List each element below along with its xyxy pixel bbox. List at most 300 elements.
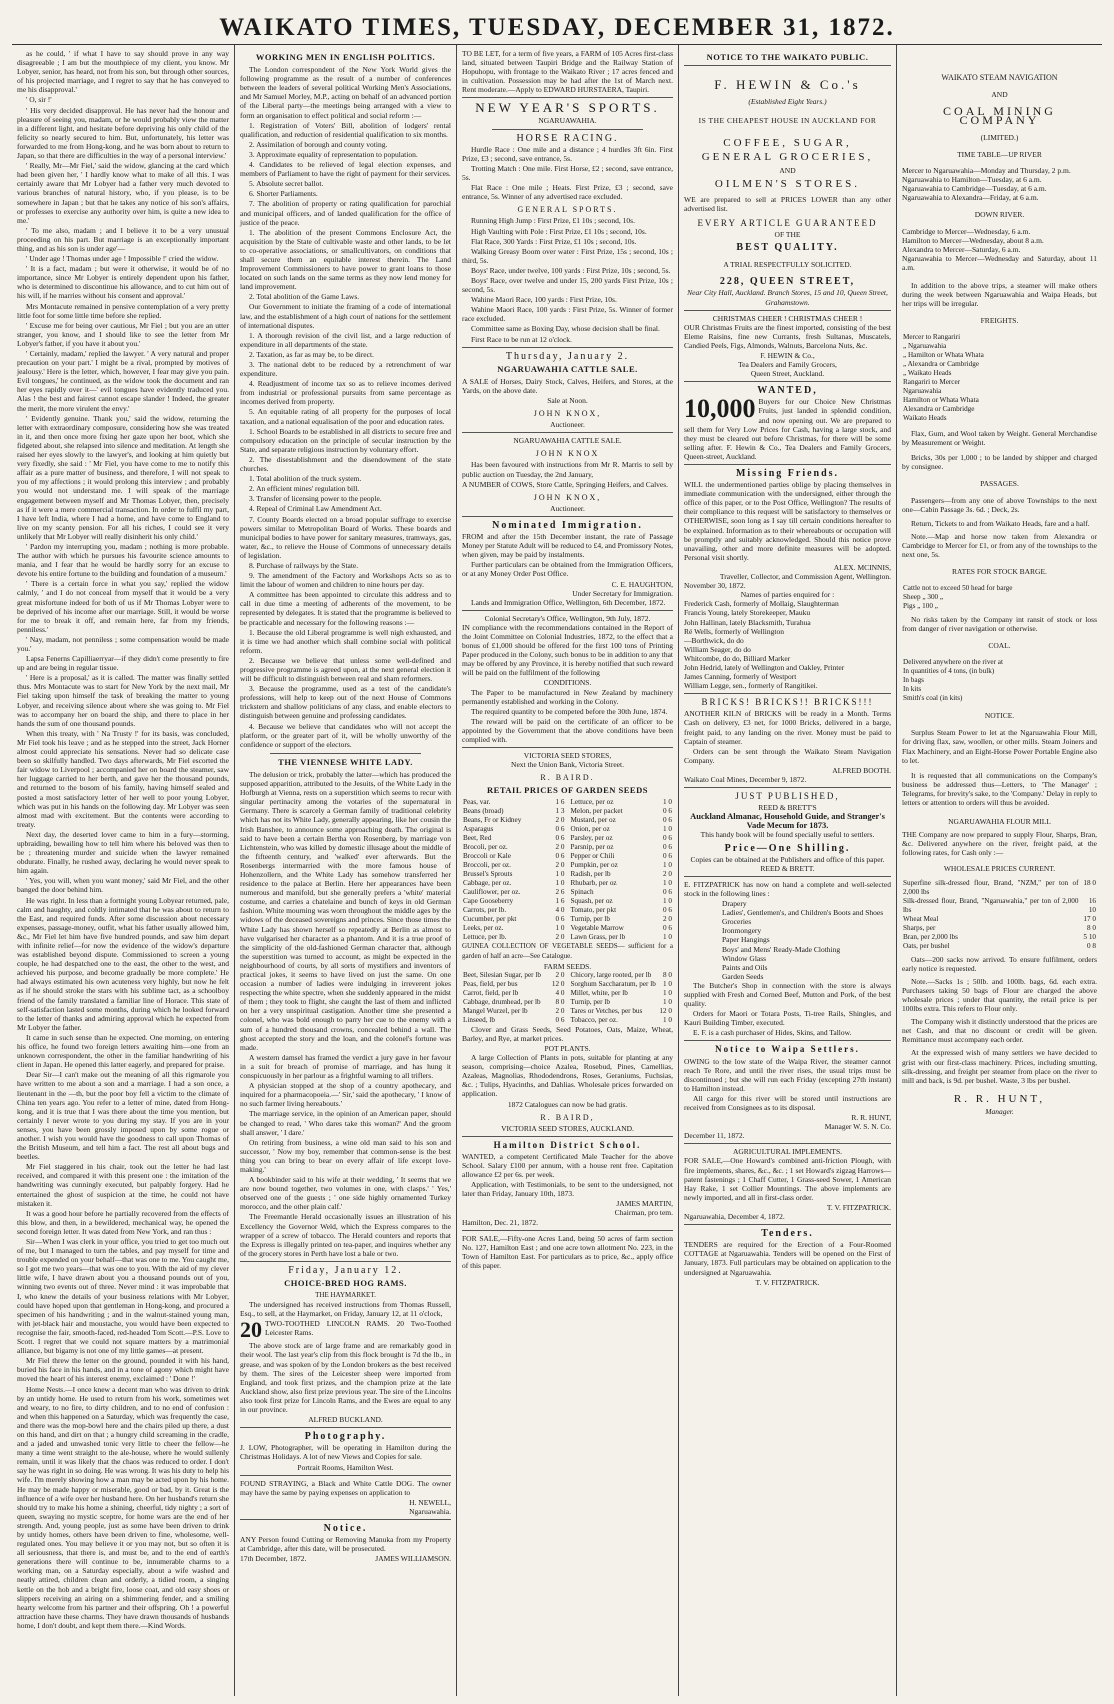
story-paragraph: Lapsa Fenerns Capilliaerryar—if they didn't come presently to fire up and are being in regular tissue.: [17, 654, 229, 673]
ngaru-date: Ngaruawahia, December 4, 1872.: [684, 1212, 785, 1222]
viennese-paragraph: The delusion or trick, probably the latter—which has produced the supposed apparition, attributed to the Jesuits, of the White Lady in the Hofburgh at Vienna, rests on a superstition which seems to recur with singular pertinacity among the votaries of the supernatural in Germany. There is scarcely a German family of traditional celebrity which has not its White Lady, generally appearing, like her cousin the Irish Banshee, to announce some approaching death. The original is said to have been a certain Bertha von Rosenberg, by marriage von Lichtenstein, who was killed by domestic illusage about the middle of the fifteenth century, and 'walked' ever afterwards. But the Rosenbergs intermarried with the more famous house of Hohenzollern, and the White Lady has somehow transferred her residence to the palace at Berlin. Here her appearances have been numerous and manifold, but she generally prefers a 'white' material costume, and carries a chatelaine and bunch of keys in old German fashion. White mourning was worn throughout the middle ages by the widows of the deceased sovereigns and princes. Since those times the White Lady has shown herself so repeatedly at Berlin as almost to have vulgarised her character as a phantom. And it is a true proof of the simplicity of the old-fashioned German character that, although the superstition was turned to account, as might be expected in the neighbourhood of courts, by all sorts of mystifiers and inventors of practical jokes, it seems to have lived on just the same. On one occasion a number of ladies were indulging in irreverent jokes respecting the white spectre, when she suddenly appeared in the midst of them ; they took to flight, she caught the last of them and inflicted on her a very unspiritual castigation. Another time she presented a colonel, who was bold enough to parry her cue to the enemy with a sum of a hundred thousand crowns, concealed behind a wall. The ghost accepted the story and the loan, and the colonel's fortune was made.: [240, 769, 451, 1052]
story-paragraph: ' Pardon my interrupting you, madam ; nothing is more probable. The author with which he pursues his favourite science amounts to mania, and I fear that he would be hardly sorry for an excuse to devote his entire fortune to the building and foundation of a museum.': [17, 541, 229, 579]
seed-row-cell: Melon, per packet: [570, 807, 623, 816]
pot-plants-body: A large Collection of Plants in pots, suitable for planting at any season, comprising—choice Azalea, Rosebud, Pines, Camellias, Azaleas, Magnolias, Rhododendrons, Roses, Geraniums, Fuchsias, &c. ; Tulips, Hyacinths, and Dahlias. Wholesale prices forwarded on application.: [462, 1053, 673, 1099]
programme-item: 2. Total abolition of the Game Laws.: [249, 292, 360, 302]
notice-body: ANY Person found Cutting or Removing Manuka from my Property at Cambridge, after this date, will be prosecuted.: [240, 1535, 451, 1554]
condition-1: The Paper to be manufactured in New Zealand by machinery permanently established and working in the Colony.: [462, 687, 673, 706]
divider: [270, 753, 421, 754]
divider: [240, 1261, 451, 1262]
programme-item: 5. An equitable rating of all property for the purposes of local taxation, and a national equalisation of the poor and education rates.: [240, 407, 451, 426]
coal-row: [902, 658, 1097, 667]
programme-item: 3. Because the programme, used as a test of the candidate's professions, will help to keep out of the next House of Commons trickstern and shallow politicians of any class, and enable electors to distinguish between genuine and professing candidates.: [240, 684, 451, 721]
column-4-ads: [678, 45, 896, 1696]
tvf-sig: T. V. FITZPATRICK.: [826, 1202, 891, 1212]
seed-row-cell: Beet, Red: [463, 834, 492, 843]
coal-row-cell: Smith's coal (in kits): [903, 694, 963, 703]
wholesale-heading: WHOLESALE PRICES CURRENT.: [943, 863, 1056, 873]
farm-seed-row-cell: Tares or Vetches, per bus: [570, 1006, 643, 1015]
story-paragraph: Sir—When I was clerk in your office, you tried to get too much out of me, but I managed to turn the tables, and pay myself for time and trouble expended on your behalf—that was one to me. You caught me, so I got me two years—that was one to you. With the aid of my clever little wife, I have drawn about you a thousand pounds out of you, winning two events out of three. Never mind : it was improbable that I, who knew the details of your business relations with Mr Lobyer, could have hoped upon that gentleman in Hong-kong, and procured a specimen of his handwriting ; and in the walnut-stained young man, with jet-black hair and moustache, you would have been expected to recognise the fair, smooth-faced, red-headed Tom Scott.—P.S. Love to Scott. I regret that we could not square matters by a matrimonial alliance, but bigamy is not one of my little games—at present.: [17, 1237, 229, 1356]
missing-name: John Hedrid, lately of Wellington and Oakley, Printer: [684, 662, 845, 672]
baird-sig-2: R. BAIRD,: [540, 1112, 595, 1122]
programme-item: 3. Transfer of licensing power to the people.: [249, 494, 382, 504]
rates-heading: RATES FOR STOCK BARGE.: [952, 566, 1047, 576]
missing-friends-heading: Missing Friends.: [735, 468, 840, 479]
coal-row-cell: [1093, 676, 1097, 685]
race-item: Flat Race : One mile ; Heats. First Prize, £3 ; second, save entrance, 5s. Winner of any advertised race excluded.: [462, 183, 673, 202]
haymarket: THE HAYMARKET.: [315, 1291, 376, 1300]
sale-at-noon: Sale at Noon.: [547, 396, 588, 405]
seed-row-cell: Cabbage, per oz.: [463, 879, 512, 888]
seed-row: [570, 906, 674, 915]
coal-heading: COAL.: [988, 641, 1011, 651]
colonial-body: IN compliance with the recommendations contained in the Report of the Joint Committee on Colonial Industries, 1872, to the effect that a bonus of £1,000 should be offered for the first 100 tons of Printing Paper produced in the Colony, such bonus to be in addition to any that may be offered by any Province, it is hereby notified that such reward will be paid on the fulfilment of the following: [462, 622, 673, 678]
notice-heading: Notice.: [323, 1522, 368, 1534]
found-dog: FOUND STRAYING, a Black and White Cattle DOG. The owner may have the same by paying expenses on application to: [240, 1478, 451, 1497]
seed-row-cell: 0 6: [555, 834, 565, 843]
notice-footer: [240, 1554, 451, 1563]
seed-row: [570, 897, 674, 906]
lands-office: Lands and Immigration Office, Wellington, 6th December, 1872.: [471, 597, 666, 607]
tea-dealers: Tea Dealers and Family Grocers,: [738, 360, 837, 370]
story-paragraph: ' Under age ! Thomas under age ! Impossible !' cried the widow.: [26, 254, 219, 264]
knox-sig-3: JOHN KNOX,: [533, 492, 602, 502]
general-sports-heading: GENERAL SPORTS.: [517, 205, 618, 215]
race-item: Hurdle Race : One mile and a distance ; 4 hurdles 3ft 6in. First Prize, £3 ; second, save entrance, 5s.: [462, 144, 673, 163]
clover-text: Clover and Grass Seeds, Seed Potatoes, Oats, Maize, Wheat, Barley, and Rye, at market prices.: [462, 1024, 673, 1043]
divider: [684, 65, 891, 66]
farm-seed-row: [462, 980, 566, 989]
school-apply: Application, with Testimonials, to be sent to the undersigned, not later than Friday, January 10th, 1873.: [462, 1180, 673, 1199]
programme-item: 4. Candidates to be relieved of legal election expenses, and members of Parliament to have the right of payment for their services.: [240, 160, 451, 179]
freight-row: [902, 405, 1097, 414]
seed-row: [462, 843, 566, 852]
fitz-line: Drapery: [722, 899, 747, 909]
seed-row: [570, 798, 674, 807]
freight-row: [902, 414, 1097, 423]
committee-text: Committee same as Boxing Day, whose decision shall be final.: [471, 324, 660, 334]
flax-text: Flax, Gum, and Wool taken by Weight. General Merchandise by Measurement or Weight.: [902, 428, 1097, 447]
notice-heading-5: NOTICE.: [984, 711, 1015, 721]
seed-row: [462, 870, 566, 879]
seed-row: [462, 915, 566, 924]
seed-row-cell: 0 6: [663, 906, 672, 915]
freight-row: [902, 333, 1097, 342]
newell-place: Ngaruawahia.: [409, 1506, 451, 1516]
seed-row-cell: Vegetable Marrow: [570, 924, 624, 933]
price-row: [902, 933, 1097, 942]
sports-item: Wahine Maori Race, 100 yards : First Prize, 5s. Winner of former race excluded.: [462, 305, 673, 324]
farm-seed-row: [570, 1007, 674, 1016]
seed-row-cell: 0 6: [663, 888, 672, 897]
programme-item: 1. Registration of Voters' Bill, abolition of lodgers' rental qualification, and reduction of residential qualification to six months.: [240, 120, 451, 139]
story-paragraph: as he could, ' if what I have to say should prove in any way disagreeable ; I am but the mouthpiece of my client, you know. Mr Lobyer, senior, has heard, not from his son, but through other sources, of his projected marriage, and I regret to say that he has conveyed to me his disapproval.': [17, 49, 229, 95]
story-paragraph: ' There is a certain force in what you say,' replied the widow calmly, ' and I do not conceal from myself that it would be a very great misfortune indeed for both of us if Mr Thomas Lobyer were to be deprived of his income after our marriage. Still, it would be worse for me to break it off, and remain here, far from my friends, penniless.': [17, 579, 229, 634]
hunt-sig-5: R. R. HUNT,: [953, 1092, 1046, 1105]
seed-prices-right: [570, 798, 674, 942]
freight-row: [902, 378, 1097, 387]
seed-row: [462, 825, 566, 834]
seed-row-cell: 1 0: [555, 879, 565, 888]
seed-row-cell: Mustard, per oz: [570, 816, 616, 825]
rate-row: [902, 593, 1097, 602]
martin-title: Chairman, pro tem.: [614, 1208, 673, 1218]
buckland-sig: ALFRED BUCKLAND.: [308, 1415, 383, 1425]
story-paragraph: He was right. In less than a fortnight young Lobyear returned, pale, calm and haughty, and coldly intimated that he was about to return to the East, and required funds. After some discussion about necessary expenses, passage-money, outfit, what his father usually allowed him, &c., Mr Fiel let him have five hundred pounds, and saw him depart with infinite relief—for now the evidence of the widow's departure was established beyond dispute. Commissioned to screen a young couple, he had despatched one to the east, the other to the west, and achieved his purpose, and become gradually be more complete.' He had always estimated his own acuteness very highly, but now he felt as if he should stroke the stars with his sublime tact, as a schoolboy friend of the family translated a familiar line of Horace. This state of self-satisfaction lasted some months, during which he looked forward to the letter of thanks and admiring approval which he expected from Mr Lobyer the father.: [17, 895, 229, 1032]
programme-item: 2. Because we believe that unless some well-defined and progressive programme is agreed upon, at the next general election it will be difficult to distinguish between real and sham reformers.: [240, 655, 451, 684]
fitz-line: Paints and Oils: [722, 962, 768, 972]
hewin-name: F. HEWIN & Co.'s: [714, 77, 861, 93]
viennese-paragraph: On retiring from business, a wine old man said to his son and successor, ' Now my boy, remember that common-sense is the best thing you can bring to bear on every affair of life except love-making.': [240, 1137, 451, 1174]
rate-row-cell: [1094, 593, 1097, 602]
farm-seeds-right: [570, 971, 674, 1025]
seed-prices-left: [462, 798, 566, 942]
seed-row-cell: Cape Gooseberry: [463, 897, 514, 906]
working-men-intro: The London correspondent of the New York World gives the following programme as the result of a number of conferences between the leaders of several political Working Men's Associations, and Mr Samuel Morley, M.P., acting on behalf of an advanced portion of the Liberal party—the meetings being arranged with a view to form an organisation to effect political and social reform :—: [240, 65, 451, 120]
freight-row-cell: Alexandra or Cambridge: [903, 404, 975, 413]
queen-street: 228, QUEEN STREET,: [719, 276, 856, 288]
auctioneer-1: Auctioneer.: [550, 420, 585, 430]
price-row-cell: 17 0: [1083, 914, 1096, 923]
seed-row-cell: 2 0: [663, 870, 672, 879]
divider: [684, 464, 891, 465]
baird-stores: VICTORIA SEED STORES, AUCKLAND.: [501, 1123, 634, 1133]
school-body: WANTED, a competent Certificated Male Teacher for the above School. Salary £100 per annum, with a house rent free. Capitation allowance £2 per 6s. per week.: [462, 1151, 673, 1180]
school-heading: Hamilton District School.: [493, 1139, 642, 1150]
catalogues-text: 1872 Catalogues can now be had gratis.: [507, 1099, 628, 1109]
rate-row-cell: Sheep „ 300 „: [903, 593, 944, 601]
best-quality: BEST QUALITY.: [736, 242, 839, 254]
waipa-body: OWING to the low state of the Waipa River, the steamer cannot reach Te Rore, and until the river rises, the usual trips must be discontinued ; but she will run each Friday (excepting 27th instant) to Hamilton instead.: [684, 1056, 891, 1093]
story-paragraph: Mrs Montacute remained in pensive contemplation of a very pretty little foot for some little time before she replied.: [17, 301, 229, 320]
price-row-cell: Bran, per 2,000 lbs: [903, 932, 958, 941]
christmas-cheer: CHRISTMAS CHEER ! CHRISTMAS CHEER !: [712, 313, 863, 323]
divider: [492, 129, 643, 130]
coffee-sugar: COFFEE, SUGAR,: [723, 137, 852, 150]
cheapest-house: IS THE CHEAPEST HOUSE IN AUCKLAND FOR: [698, 116, 877, 126]
column-5-ads: [896, 45, 1102, 1696]
first-race-text: First Race to be run at 12 o'clock.: [471, 334, 572, 344]
story-paragraph: ' Certainly, madam,' replied the lawyer. ' A very natural and proper precaution on your part.' I might be a rival, prompted by motives of jealousy.' Here is the letter, which, however, I fear may give you pain. Evil tongues,' he continued, as the widow took the document and ran her eyes rapidly over it—' evil tongues have evidently traduced you. Alas ! the best and fairest cannot escape slander ! Indeed, the greater the merit, the more virulent the envy.': [17, 349, 229, 413]
gristing-text: The Company wish it distinctly understood that the prices are net Cash, and that no discount or credit will be given. Remittance must accompany each order.: [902, 1017, 1097, 1045]
masthead: WAIKATO TIMES, TUESDAY, DECEMBER 31, 1872.: [219, 14, 895, 41]
seed-row-cell: 1 6: [555, 798, 565, 807]
freight-row: [902, 360, 1097, 369]
seed-row-cell: 0 6: [663, 924, 672, 933]
programme-item: 8. Purchase of railways by the State.: [249, 560, 359, 570]
farm-seed-row-cell: Carrot, field, per lb: [463, 988, 519, 997]
farm-seed-row-cell: 8 0: [555, 997, 565, 1006]
seed-row-cell: Parsley, per oz: [570, 834, 613, 843]
farm-seed-row-cell: 2 0: [555, 970, 565, 979]
auctioneer-3: Auctioneer.: [550, 503, 585, 513]
general-groceries: GENERAL GROCERIES,: [701, 151, 874, 164]
requested-text: It is requested that all communications on the Company's business be addressed thus—Letters, to 'The Manager' ; Telegrams, for brevity's sake, to the 'Company.' Delay in reply to letters or attention to orders will thus be avoided.: [902, 770, 1097, 808]
orders-posts: Orders for Maori or Totara Posts, Ti-tree Rails, Shingles, and Kauri Building Timber, executed.: [684, 1009, 891, 1028]
freight-row-cell: „ Waikato Heads: [903, 368, 952, 377]
seed-row-cell: 0 6: [663, 834, 672, 843]
no-risk-text: No risks taken by the Company int ransit of stock or loss from danger of river navigation or otherwise.: [902, 615, 1097, 634]
seed-row-cell: Asparagus: [463, 825, 494, 834]
agricultural-heading: AGRICULTURAL IMPLEMENTS.: [732, 1147, 843, 1157]
thursday-date: Thursday, January 2.: [505, 350, 630, 362]
divider: [462, 516, 673, 517]
seed-row-cell: 1 6: [555, 897, 565, 906]
programme-item: 7. County Boards elected on a broad popular suffrage to exercise powers similar to Metropolitan Board of Works. These boards and municipal bodies to have power for sanitary measures, tramways, gas, water, &c., to relieve the House of Commons of unnecessary details of legislation.: [240, 514, 451, 560]
wanted-heading: WANTED,: [757, 385, 818, 397]
fitz-line: Paper Hangings: [722, 935, 770, 945]
coal-mining-company: COAL MINING COMPANY: [943, 104, 1056, 128]
seed-row: [570, 870, 674, 879]
seed-row-cell: 4 0: [555, 906, 565, 915]
farm-seed-row-cell: Tobacco, per oz.: [570, 1015, 618, 1024]
story-paragraph: Home Nests.—I once knew a decent man who was driven to drink by an untidy home. He used to return from his work, sometimes wet and weary, to no fire, to dirty children, and to no end of confusion : and when this happened on a Saturday, which was frequently the case, and there was the mop-bowl here and the chairs piled up there, a dust on this hand, and dirt on that ; a hungry child screaming in the cradle, and a jaded and unwashed tonic very little to cheer the fellow—he many a time went straight to the ale-house, where he would sullenly remain, until it was likely that the chaos was reduced to order. I don't say he was right in so doing. He was wrong. It was his duty to help his wife. I'm merely showing how a man may be acted upon by his home. He may be made happy or miserable, good or bad, by it. Great is the influence of a wife over her husband here. On her husband's return she should try to make his home a shining, cheerful, tidy nighty ; a sort of queen, swaying no mystic sceptre, for home wars are the end of her strength. And, young people, just as some have been driven to drink by untidy homes, others have been driven to fine, wholesome, well-regulated ones. You may believe it or you may not, but so often it is all seriousness, that there is, and must be, and to the end of earth's generations there will continue to be, innumerable charms to a working man, on a Saturday especially, about a wife washed and neatly attired, children clean and orderly, a tidied room, a singing kettle on the hob and a bright fire, loose coat, and old easy shoes or slippers receiving an airing on a shimmering fender, and a smiling hearty welcome from his partner and their offspring. Oh ! a powerful attraction have these charms. They have drawn thousands of husbands home, I don't doubt, and kept them there.—Kind Words.: [17, 1384, 229, 1630]
down-river-item: Cambridge to Mercer—Wednesday, 6 a.m.: [902, 227, 1031, 237]
seed-row-cell: 2 0: [663, 915, 672, 924]
friday-date: Friday, January 12.: [288, 1264, 403, 1276]
seed-row-cell: Lawn Grass, per lb: [570, 933, 626, 942]
seed-row: [570, 825, 674, 834]
seed-row-cell: 1 0: [663, 897, 672, 906]
freight-row-cell: [1092, 369, 1097, 378]
divider: [684, 1224, 891, 1225]
wanted-ad: [684, 397, 891, 461]
missing-name: Francis Young, lately Storekeeper, Mauku: [684, 608, 811, 618]
christmas-body: OUR Christmas Fruits are the finest imported, consisting of the best Eleme Raisins, fine new Currants, fresh Sultanas, Muscatels, Candied Peels, Figs, Almonds, Walnuts, Barcelona Nuts, &c.: [684, 322, 891, 350]
seed-row: [570, 933, 674, 942]
farm-seed-row-cell: 1 0: [663, 997, 672, 1006]
seed-row: [462, 861, 566, 870]
viennese-paragraph: A bookbinder said to his wife at their wedding, ' It seems that we are now bound together, two volumes in one, with clasps.' ' Yes,' observed one of the guests ; ' one side highly ornamented Turkey morocco, and the other plain calf.': [240, 1175, 451, 1212]
expense-text: At the expressed wish of many settlers we have decided to grist with our first-class machinery. Prices, including smutting, silk-dressing, and freight per steamer from place on the river to mill and back, is 9d. per bushel. Waste, 3 lbs per bushel.: [902, 1048, 1097, 1085]
divider: [684, 787, 891, 788]
number-cows: A NUMBER of COWS, Store Cattle, Springing Heifers, and Calves.: [462, 479, 669, 489]
coal-row: [902, 676, 1097, 685]
freight-row-cell: Hamilton or Whata Whata: [903, 395, 979, 404]
fitz-line: Groceries: [722, 917, 752, 927]
story-paragraph: ' O, sir !': [26, 95, 52, 105]
colonial-office: Colonial Secretary's Office, Wellington, 9th July, 1872.: [484, 613, 651, 623]
rate-row-cell: Pigs „ 100 „: [903, 602, 938, 610]
divider: [462, 747, 673, 748]
divider: [684, 876, 891, 877]
programme-item: 7. The abolition of property or rating qualification for parochial and municipal officers, and of landed qualification for the office of justice of the peace.: [240, 199, 451, 227]
price-one-shilling: Price—One Shilling.: [724, 842, 851, 854]
seed-row: [462, 933, 566, 942]
freight-row-cell: [1092, 351, 1097, 360]
seed-row-cell: Pumpkin, per oz: [570, 861, 618, 870]
farm-seed-row: [462, 1016, 566, 1025]
portrait-rooms: Portrait Rooms, Hamilton West.: [297, 1462, 394, 1472]
fitz-line: Garden Seeds: [722, 971, 764, 981]
freight-row-cell: „ Ngaruawahia: [903, 341, 947, 350]
farm-seed-row: [570, 998, 674, 1007]
column-2-news: [234, 45, 456, 1696]
freight-row: [902, 369, 1097, 378]
missing-name: James Canning, formerly of Westport: [684, 672, 797, 682]
programme-item: 6. Shorter Parliaments.: [249, 189, 318, 199]
story-paragraph: It was a good hour before he partially recovered from the effects of this blow, and then, in a bewildered, mechanical way, he opened the second foreign letter. It was dated from New York, and ran thus :: [17, 1208, 229, 1236]
viennese-paragraph: The Freemantle Herald occasionally issues an illustration of his Excellency the Governor Weld, which the Express compares to the wrapper of a screw of tobacco. The Herald counters and reports that the Express is illegally printed on tea-paper, and inquires whether any of the grocery stores in Perth have lost a bale or two.: [240, 1212, 451, 1258]
queen-street-2: Queen Street, Auckland.: [750, 369, 825, 379]
freight-row-cell: Ngaruawahia: [903, 386, 942, 395]
seed-row: [570, 879, 674, 888]
farm-seed-row-cell: 1 0: [663, 1015, 672, 1024]
rate-row-cell: [1094, 602, 1097, 611]
friday-body: The undersigned has received instructions from Thomas Russell, Esq., to sell, at the Haymarket, on Friday, January 12, at 11 o'clock,: [240, 1300, 451, 1319]
farm-seed-row-cell: Sorghum Saccharatum, per lb: [570, 979, 656, 988]
farm-seed-row: [462, 1007, 566, 1016]
cattle-sale-heading-2: NGARUAWAHIA CATTLE SALE.: [513, 436, 622, 446]
notice-date: 17th December, 1872.: [240, 1554, 307, 1564]
seed-row-cell: 0 6: [663, 843, 672, 852]
down-river-list: [902, 227, 1097, 272]
waipa-cargo: All cargo for this river will be stored until instructions are received from Consignees as to its disposal.: [684, 1093, 891, 1112]
wanted-body: Buyers for our Choice New Christmas Fruits, just landed in splendid condition, and now opening out. We are prepared to sell them for Very Low Prices for Cash, having a large stock, and they must be cleared out before Christmas, for there will be some selling after. F. Hewin & Co., Tea Dealers and Family Grocers, Queen-street, Auckland.: [684, 397, 891, 461]
nominated-body: FROM and after the 15th December instant, the rate of Passage Money per Statute Adult will be reduced to £4, and Promissory Notes, when given, may be paid by instalments.: [462, 532, 674, 560]
programme-item: 9. The amendment of the Factory and Workshops Acts so as to limit the labour of women and children to nine hours per day.: [240, 571, 451, 590]
rams-ad: [240, 1319, 451, 1341]
seed-row: [570, 852, 674, 861]
farm-seeds-heading: FARM SEEDS.: [543, 961, 592, 971]
farm-seed-row-cell: Beet, Silesian Sugar, per lb: [463, 970, 541, 979]
note-text: Note.—Map and horse now taken from Alexandra or Cambridge to Mercer for £1, or from any of the townships to the next one, 5s.: [902, 531, 1097, 559]
fitz-line: Boys' and Mens' Ready-Made Clothing: [722, 944, 841, 954]
fitzpatrick-list: [684, 899, 891, 981]
freight-row-cell: [1092, 405, 1097, 414]
missing-name: William Legge, sen., formerly of Rangitikei.: [684, 681, 818, 691]
seed-row: [570, 843, 674, 852]
freight-row-cell: [1092, 414, 1097, 423]
freight-row-cell: „ Alexandra or Cambridge: [903, 359, 980, 368]
ngaruawahia-label: NGARUAWAHIA.: [538, 115, 597, 125]
addition-text: In addition to the above trips, a steamer will make others during the week between Ngaruawahia and Waipa Heads, but her trips will be irregular.: [902, 280, 1097, 308]
mcinnis-sig: ALEX. MCINNIS,: [833, 562, 891, 572]
programme-item: 1. School Boards to be established in all districts to secure free and compulsory education on the principle of secular instruction by the State, and separate religious instruction by voluntary effort.: [240, 426, 451, 454]
divider: [240, 1475, 451, 1476]
freight-row-cell: [1092, 378, 1097, 387]
freight-row-cell: „ Hamilton or Whata Whata: [903, 350, 984, 359]
names-heading: Names of parties enquired for :: [740, 590, 835, 600]
waipa-heading: Notice to Waipa Settlers.: [715, 1044, 860, 1055]
rams-text: TWO-TOOTHED LINCOLN RAMS. 20 Two-Toothed Leicester Rams.: [265, 1319, 451, 1338]
pot-plants-heading: POT PLANTS.: [544, 1043, 591, 1053]
ten-thousand: 10,000: [684, 397, 756, 424]
return-text: Return, Tickets to and from Waikato Heads, fare and a half.: [911, 518, 1090, 528]
manager-label: Manager.: [985, 1106, 1014, 1116]
sports-item: Boys' Race, under twelve, 100 yards : First Prize, 10s ; second, 5s.: [471, 265, 671, 275]
photography-body: J. LOW, Photographer, will be operating in Hamilton during the Christmas Holidays. A lot of new Views and Copies for sale.: [240, 1443, 451, 1462]
seed-row-cell: 1 3: [555, 807, 565, 816]
seed-row-cell: Carrots, per lb.: [463, 906, 507, 915]
farm-seed-row-cell: 4 0: [555, 988, 565, 997]
bricks-rate: Bricks, 30s per 1,000 ; to be landed by shipper and charged by consignee.: [902, 453, 1097, 472]
farm-seed-row-cell: Chicory, large rooted, per lb: [570, 970, 652, 979]
sports-item: Running High Jump : First Prize, £1 10s ; second, 10s.: [471, 216, 635, 226]
seed-row-cell: Beans (broad): [463, 807, 504, 816]
columns: [12, 44, 1102, 1696]
story-paragraph: ' Yes, you will, when you want money,' said Mr Fiel, and the other banged the door behind him.: [17, 876, 229, 895]
price-row-cell: 8 0: [1087, 923, 1096, 932]
freight-row-cell: [1092, 333, 1097, 342]
seed-row-cell: Pepper or Chili: [570, 852, 615, 861]
copies-text: Copies can be obtained at the Publishers and office of this paper.: [690, 854, 885, 864]
divider: [462, 347, 673, 348]
programme-item: 2. Assimilation of borough and county voting.: [249, 139, 388, 149]
seed-row-cell: Peas, var.: [463, 798, 491, 807]
divider: [240, 1427, 451, 1428]
hunt-title: Manager W. S. N. Co.: [824, 1122, 891, 1132]
seed-prices-table: [462, 798, 673, 942]
working-men-items: [240, 121, 451, 749]
story-paragraph: Next day, the deserted lover came to him in a fury—storming, upbraiding, bewailing how to tell him where his beloved was then to be ; threatening murder and suicide when the lawyer remained obdurate. Finally, he rushed away, declaring he would never speak to him again.: [17, 829, 229, 876]
programme-item: 4. Because we believe that candidates who will not accept the platform, or the greater part of it, will be wholly unworthy of the confidence or support of the electors.: [240, 721, 451, 749]
up-river-list: [902, 166, 1097, 202]
hamilton-date: Hamilton, Dec. 21, 1872.: [462, 1217, 539, 1227]
story-paragraph: When this treaty, with ' Na Trusty !' for its basis, was concluded, Mr Fiel took his leave ; and as he stepped into the street, Jack Horner almost could appreciate his sensations. Never had so delicate case been so skilfully handled. Two days afterwards, Mr Fiel escorted the fair widow to Liverpool ; accompanied her on board the steamer, saw her luggage carried to her berth, and gave her the thousand pounds, and returned to the bosom of his family, having himself sealed and posted a most satisfactory letter of her well to poor young Lobyer, which was put in his hands on the following day. Mr Lobyer was seen almost mad with excitement. But the contents were according to treaty.: [17, 728, 229, 829]
missing-name: John Hallinan, lately Blacksmith, Turahua: [684, 617, 811, 627]
victoria-seed-stores: VICTORIA SEED STORES,: [523, 751, 612, 761]
story-paragraph: ' His very decided disapproval. He has never had the honour and pleasure of seeing you, madam, or he would probably view the matter in a different light, and hesitate before depriving his only child of the felicity so nearly secured to him. But, unfortunately, his letter was forwarded to me from Hong-kong, and he was born about to return to Japan, so that there are difficulties in the way of a personal interview.': [17, 105, 229, 161]
farm-seed-row: [570, 1016, 674, 1025]
farm-seeds-table: [462, 971, 673, 1025]
coal-row-cell: [1093, 658, 1097, 667]
passages-heading: PASSAGES.: [980, 479, 1019, 489]
price-row: [902, 879, 1097, 897]
tvf-sig-2: T. V. FITZPATRICK.: [755, 1277, 820, 1287]
flour-body: THE Company are now prepared to supply Flour, Sharps, Bran, &c. Delivered anywhere on the river, freight paid, at the following rates, for Cash only :—: [902, 830, 1097, 858]
rate-row: [902, 602, 1097, 611]
prepared-text: WE are prepared to sell at PRICES LOWER than any other advertised list.: [684, 194, 891, 213]
down-river-item: Ngaruawahia to Mercer—Wednesday and Saturday, about 11 a.m.: [902, 254, 1097, 273]
coal-row-cell: In quantities of 4 tons, (in bulk): [903, 667, 995, 676]
up-river-item: Ngaruawahia to Alexandra—Friday, at 6 a.m.: [902, 192, 1039, 202]
price-row-cell: Superfine silk-dressed flour, Brand, "NZM," per ton of 2,000 lbs: [903, 878, 1079, 896]
farm-seed-row-cell: Mangel Wurzel, per lb: [463, 1006, 528, 1015]
price-row-cell: Sharps, per: [903, 923, 936, 932]
fitz-line: Window Glass: [722, 953, 767, 963]
seed-row-cell: 0 6: [555, 852, 565, 861]
near-city-hall: Near City Hall, Auckland. Branch Stores, 15 and 10, Queen Street, Grahamstown.: [687, 288, 888, 307]
down-river-item: Alexandra to Mercer—Saturday, 6 a.m.: [902, 245, 1021, 255]
sports-item: Flat Race, 300 Yards : First Prize, £1 10s ; second, 10s.: [471, 236, 637, 246]
programme-item: 2. Taxation, as far as may be, to be direct.: [249, 349, 374, 359]
williamson-sig: JAMES WILLIAMSON.: [375, 1554, 451, 1564]
viennese-paragraph: A physician stopped at the shop of a country apothecary, and inquired for a pharmacopoeia.—' Sir,' said the apothecary, ' I know of no such farmer living hereabouts.': [240, 1081, 451, 1109]
and-label-5: AND: [991, 90, 1008, 100]
programme-item: 4. Readjustment of income tax so as to relieve incomes derived from industrial or professional pursuits from same percentage as incomes derived from property.: [240, 379, 451, 407]
seed-row-cell: Brussel's Sprouts: [463, 870, 513, 879]
freights-table: [902, 333, 1097, 423]
established: (Established Eight Years.): [748, 97, 827, 107]
limited-label: (LIMITED.): [980, 133, 1019, 143]
divider: [684, 693, 891, 694]
race-items: [462, 145, 673, 202]
down-river-heading: DOWN RIVER.: [974, 209, 1025, 219]
freight-row-cell: Waikato Heads: [903, 413, 947, 422]
passages-body: Passengers—from any one of above Townships to the next one—Cabin Passage 3s. 6d. ; Deck, 2s.: [902, 496, 1097, 515]
seed-row: [570, 924, 674, 933]
seed-row: [462, 852, 566, 861]
seed-row-cell: Cauliflower, per oz.: [463, 888, 521, 897]
price-row-cell: Silk-dressed flour, Brand, "Ngaruawahia," per ton of 2,000 lbs: [903, 896, 1079, 914]
booth-sig: ALFRED BOOTH.: [832, 765, 891, 775]
horse-racing-heading: HORSE RACING.: [516, 132, 619, 144]
fitzpatrick-intro: E. FITZPATRICK has now on hand a complete and well-selected stock in the following lines :: [684, 879, 891, 898]
freight-row: [902, 342, 1097, 351]
almanac-title: Auckland Almanac, Household Guide, and Stranger's Vade Mecum for 1873.: [690, 811, 885, 831]
freight-row-cell: [1092, 360, 1097, 369]
